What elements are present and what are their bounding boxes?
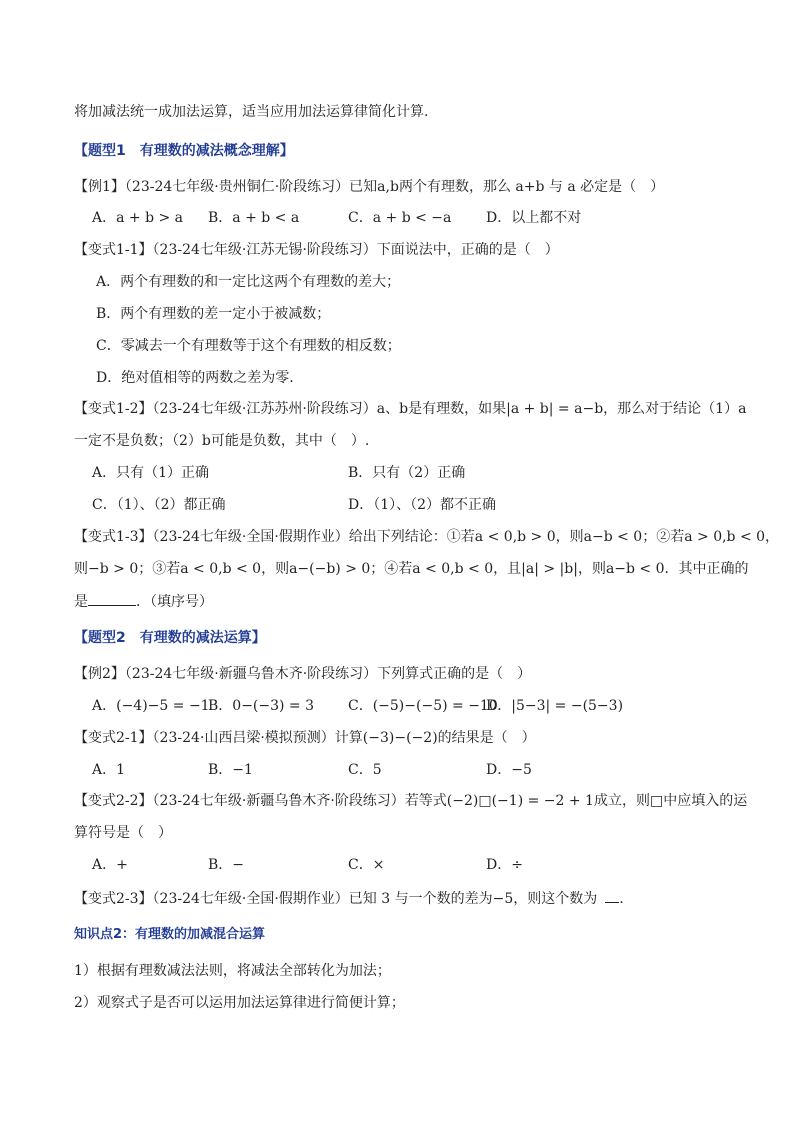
variant22-option-d[interactable]: D．÷ <box>486 857 523 873</box>
example2-option-c[interactable]: C．(−5)−(−5) = −10 <box>348 698 498 714</box>
example1-option-a[interactable]: A．a + b > a <box>92 210 184 226</box>
variant11-option-a[interactable]: A．两个有理数的和一定比这两个有理数的差大； <box>96 274 401 290</box>
variant12-text1: （23-24七年级·江苏苏州·阶段练习）a、b是有理数，如果|a + b| = a−b，那么对于结论（1）a <box>152 401 747 417</box>
example2-stem <box>74 665 531 683</box>
variant21-text: （23-24·山西吕梁·模拟预测）计算(−3)−(−2)的结果是（ ） <box>152 730 536 746</box>
variant13-stem-line3 <box>74 591 213 611</box>
variant22-text1: （23-24七年级·新疆乌鲁木齐·阶段练习）若等式(−2)□(−1) = −2 + 1成立，则□中应填入的运 <box>152 793 748 809</box>
variant11-option-c[interactable]: C．零减去一个有理数等于这个有理数的相反数； <box>96 338 401 354</box>
variant13-stem-line1 <box>74 528 779 546</box>
example1-stem <box>74 178 664 196</box>
variant22-option-a[interactable]: A．+ <box>92 857 128 873</box>
variant12-stem-line2: 一定不是负数；（2）b可能是负数，其中（ ）. <box>74 433 370 449</box>
example1-option-b[interactable]: B．a + b < a <box>208 210 300 226</box>
knowledge2-item-2: 2）观察式子是否可以运用加法运算律进行简便计算； <box>74 995 405 1011</box>
variant13-text3-pre: 是 <box>74 594 88 610</box>
variant12-stem-line1 <box>74 400 746 418</box>
topic2-heading: 【题型2 有理数的减法运算】 <box>74 630 266 646</box>
variant21-option-a[interactable]: A．1 <box>92 762 126 778</box>
variant21-stem <box>74 729 536 747</box>
example1-option-c[interactable]: C．a + b < −a <box>348 210 452 226</box>
variant12-option-c[interactable]: C．（1）、（2）都正确 <box>92 497 226 513</box>
variant13-text1: （23-24七年级·全国·假期作业）给出下列结论：①若a < 0,b > 0，则a−b < 0；②若a > 0,b < 0， <box>152 529 780 545</box>
variant11-option-b[interactable]: B．两个有理数的差一定小于被减数； <box>96 306 331 322</box>
knowledge2-item-1: 1）根据有理数减法法则，将减法全部转化为加法； <box>74 963 391 979</box>
example1-option-d[interactable]: D．以上都不对 <box>486 210 582 226</box>
variant12-option-b[interactable]: B．只有（2）正确 <box>348 465 466 481</box>
variant11-tag: 【变式1-1】 <box>74 242 153 258</box>
variant13-stem-line2: 则−b > 0；③若a < 0,b < 0，则a−(−b) > 0；④若a < 0,b < 0，且|a| > |b|，则a−b < 0．其中正确的 <box>74 561 749 577</box>
variant22-option-c[interactable]: C．× <box>348 857 385 873</box>
variant12-option-d[interactable]: D．（1）、（2）都不正确 <box>348 497 497 513</box>
variant21-option-c[interactable]: C．5 <box>348 762 382 778</box>
example2-text: （23-24七年级·新疆乌鲁木齐·阶段练习）下列算式正确的是（ ） <box>124 666 532 682</box>
variant11-text: （23-24七年级·江苏无锡·阶段练习）下面说法中，正确的是（ ） <box>152 242 559 258</box>
variant12-tag: 【变式1-2】 <box>74 401 153 417</box>
variant22-tag: 【变式2-2】 <box>74 793 153 809</box>
variant11-option-d[interactable]: D．绝对值相等的两数之差为零. <box>96 370 294 386</box>
variant21-option-b[interactable]: B．−1 <box>208 762 253 778</box>
variant23-stem <box>74 888 624 908</box>
variant21-option-d[interactable]: D．−5 <box>486 762 532 778</box>
example2-option-d[interactable]: D．|5−3| = −(5−3) <box>486 698 624 714</box>
variant23-text-pre: （23-24七年级·全国·假期作业）已知 3 与一个数的差为−5，则这个数为 <box>152 891 598 907</box>
variant23-answer-blank[interactable] <box>605 888 619 903</box>
variant11-stem <box>74 241 559 259</box>
intro-text: 将加减法统一成加法运算，适当应用加法运算律简化计算. <box>74 104 429 120</box>
variant22-option-b[interactable]: B．− <box>208 857 245 873</box>
topic1-heading: 【题型1 有理数的减法概念理解】 <box>74 143 294 159</box>
variant13-tag: 【变式1-3】 <box>74 529 153 545</box>
knowledge2-heading: 知识点2：有理数的加减混合运算 <box>74 927 266 942</box>
example2-option-a[interactable]: A．(−4)−5 = −1 <box>92 698 210 714</box>
variant13-text3-post: ．（填序号） <box>136 594 213 610</box>
variant13-answer-blank[interactable] <box>88 591 136 606</box>
variant23-text-post: . <box>619 891 624 907</box>
example1-tag: 【例1】 <box>74 179 125 195</box>
example2-option-b[interactable]: B．0−(−3) = 3 <box>208 698 315 714</box>
example2-tag: 【例2】 <box>74 666 125 682</box>
variant21-tag: 【变式2-1】 <box>74 730 153 746</box>
example1-text: （23-24七年级·贵州铜仁·阶段练习）已知a,b两个有理数，那么 a+b 与 a 必定是（ ） <box>124 179 665 195</box>
variant22-stem-line2: 算符号是（ ） <box>74 825 172 841</box>
variant22-stem-line1 <box>74 792 747 810</box>
variant12-option-a[interactable]: A．只有（1）正确 <box>92 465 210 481</box>
variant23-tag: 【变式2-3】 <box>74 891 153 907</box>
